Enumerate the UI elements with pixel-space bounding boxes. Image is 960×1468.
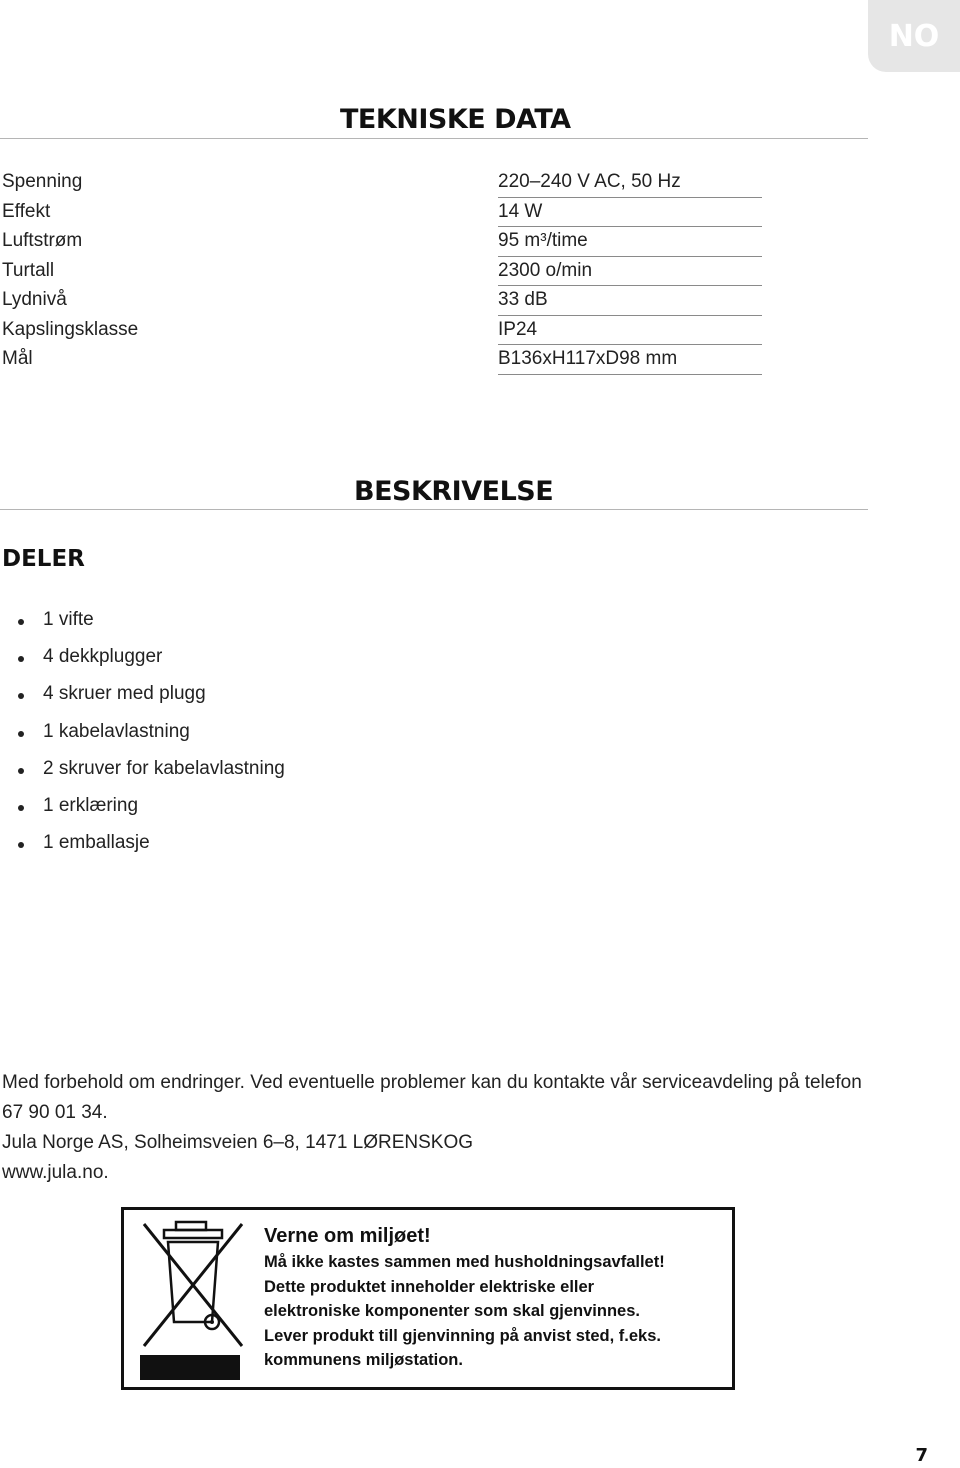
bullet-icon [18,693,24,699]
description-title: BESKRIVELSE [354,476,554,507]
environment-text [264,1222,665,1373]
environment-notice-box [121,1207,735,1390]
parts-heading: DELER [2,546,85,572]
spec-row-power [0,198,762,228]
notice-website[interactable]: www.jula.no. [2,1162,109,1183]
spec-value: 33 dB [498,289,548,310]
bullet-icon [18,842,24,848]
part-text: 4 dekkplugger [43,646,163,668]
notice-address: Jula Norge AS, Solheimsveien 6–8, 1471 LØRENSKOG [2,1132,474,1153]
part-text: 1 vifte [43,609,94,630]
spec-label: Effekt [2,200,51,222]
spec-label: Spenning [2,171,83,192]
spec-table [0,168,762,375]
part-text: 4 skruer med plugg [43,683,206,705]
spec-value: B136xH117xD98 mm [498,348,678,369]
description-title-rule [0,509,868,510]
part-text: 1 kabelavlastning [43,720,190,742]
environment-line: Lever produkt till gjenvinning på anvist sted, f.eks. [264,1326,661,1345]
tech-data-title: TEKNISKE DATA [340,104,571,135]
environment-line: Dette produktet inneholder elektriske eller [264,1277,595,1296]
spec-label: Mål [2,348,33,369]
spec-row-dimensions [0,345,762,375]
language-tab: NO [868,0,960,72]
page-number: 7 [915,1445,928,1466]
spec-value: 14 W [498,200,543,222]
spec-value: 2300 o/min [498,259,593,281]
service-notice [2,1068,902,1188]
spec-value: 95 m³/time [498,230,588,251]
part-text: 2 skruver for kabelavlastning [43,757,285,779]
notice-phone: 67 90 01 34. [2,1102,108,1123]
spec-divider [498,374,762,375]
spec-row-speed [0,257,762,287]
spec-label: Luftstrøm [2,230,83,251]
tech-title-rule [0,138,868,139]
spec-label: Lydnivå [2,289,67,310]
part-text: 1 emballasje [43,832,150,854]
spec-row-airflow [0,227,762,257]
spec-row-voltage [0,168,762,198]
environment-line: Må ikke kastes sammen med husholdningsavfallet! [264,1253,665,1271]
spec-row-noise [0,286,762,316]
bullet-icon [18,768,24,774]
bullet-icon [18,731,24,737]
spec-value: IP24 [498,318,538,340]
environment-line: kommunens miljøstation. [264,1351,463,1369]
environment-title: Verne om miljøet! [264,1225,431,1247]
spec-row-protection [0,316,762,346]
spec-label: Turtall [2,259,55,281]
environment-line: elektroniske komponenter som skal gjenvinnes. [264,1302,640,1320]
bullet-icon [18,656,24,662]
weee-bar [140,1355,240,1380]
spec-value: 220–240 V AC, 50 Hz [498,171,681,192]
spec-label: Kapslingsklasse [2,318,139,340]
bullet-icon [18,805,24,811]
bullet-icon [18,619,24,625]
part-text: 1 erklæring [43,794,139,816]
notice-line: Med forbehold om endringer. Ved eventuelle problemer kan du kontakte vår serviceavdeling på telefon [2,1072,862,1093]
